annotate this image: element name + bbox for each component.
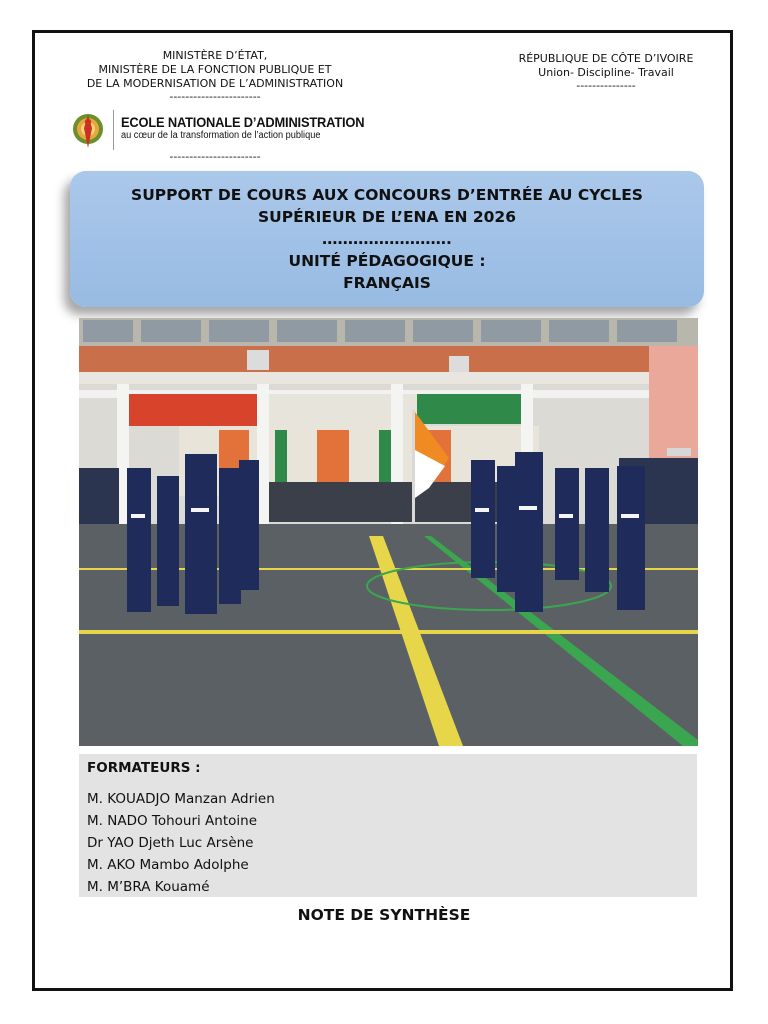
logo-separator [113,110,114,150]
trainer-name: M. M’BRA Kouamé [87,879,210,895]
banner-line-1: SUPPORT DE COURS AUX CONCOURS D’ENTRÉE AU CYCLES [131,186,643,204]
ministry-header [70,49,360,103]
ena-emblem-icon [70,110,106,150]
republic-divider: --------------- [576,79,636,92]
document-subtitle: NOTE DE SYNTHÈSE [297,906,471,924]
republic-header [506,52,706,92]
banner-unit-label: UNITÉ PÉDAGOGIQUE : [288,252,486,270]
title-banner [70,171,704,307]
trainer-name: M. AKO Mambo Adolphe [87,857,249,873]
banner-dots: ……………………. [322,230,452,248]
logo-title: ECOLE NATIONALE D’ADMINISTRATION [121,114,365,130]
logo-subtitle: au cœur de la transformation de l’action publique [121,130,321,141]
trainers-box [79,754,697,897]
republic-name: RÉPUBLIQUE DE CÔTE D’IVOIRE [518,52,694,65]
ministry-divider: ----------------------- [169,90,261,103]
ceremony-photo [79,318,698,746]
logo-divider: ----------------------- [169,150,261,163]
trainer-name: M. KOUADJO Manzan Adrien [87,791,275,807]
ministry-line-2: MINISTÈRE DE LA FONCTION PUBLIQUE ET [98,63,332,76]
trainer-name: M. NADO Tohouri Antoine [87,813,258,829]
ena-logo [70,108,370,152]
republic-motto: Union- Discipline- Travail [538,66,674,79]
banner-line-2: SUPÉRIEUR DE L’ENA EN 2026 [257,208,516,226]
banner-subject: FRANÇAIS [343,274,431,292]
ministry-line-3: DE LA MODERNISATION DE L’ADMINISTRATION [86,77,344,90]
ministry-line-1: MINISTÈRE D’ÉTAT, [162,49,268,62]
trainer-name: Dr YAO Djeth Luc Arsène [87,835,254,851]
trainers-heading: FORMATEURS : [87,760,201,776]
trainers-list [87,788,275,898]
